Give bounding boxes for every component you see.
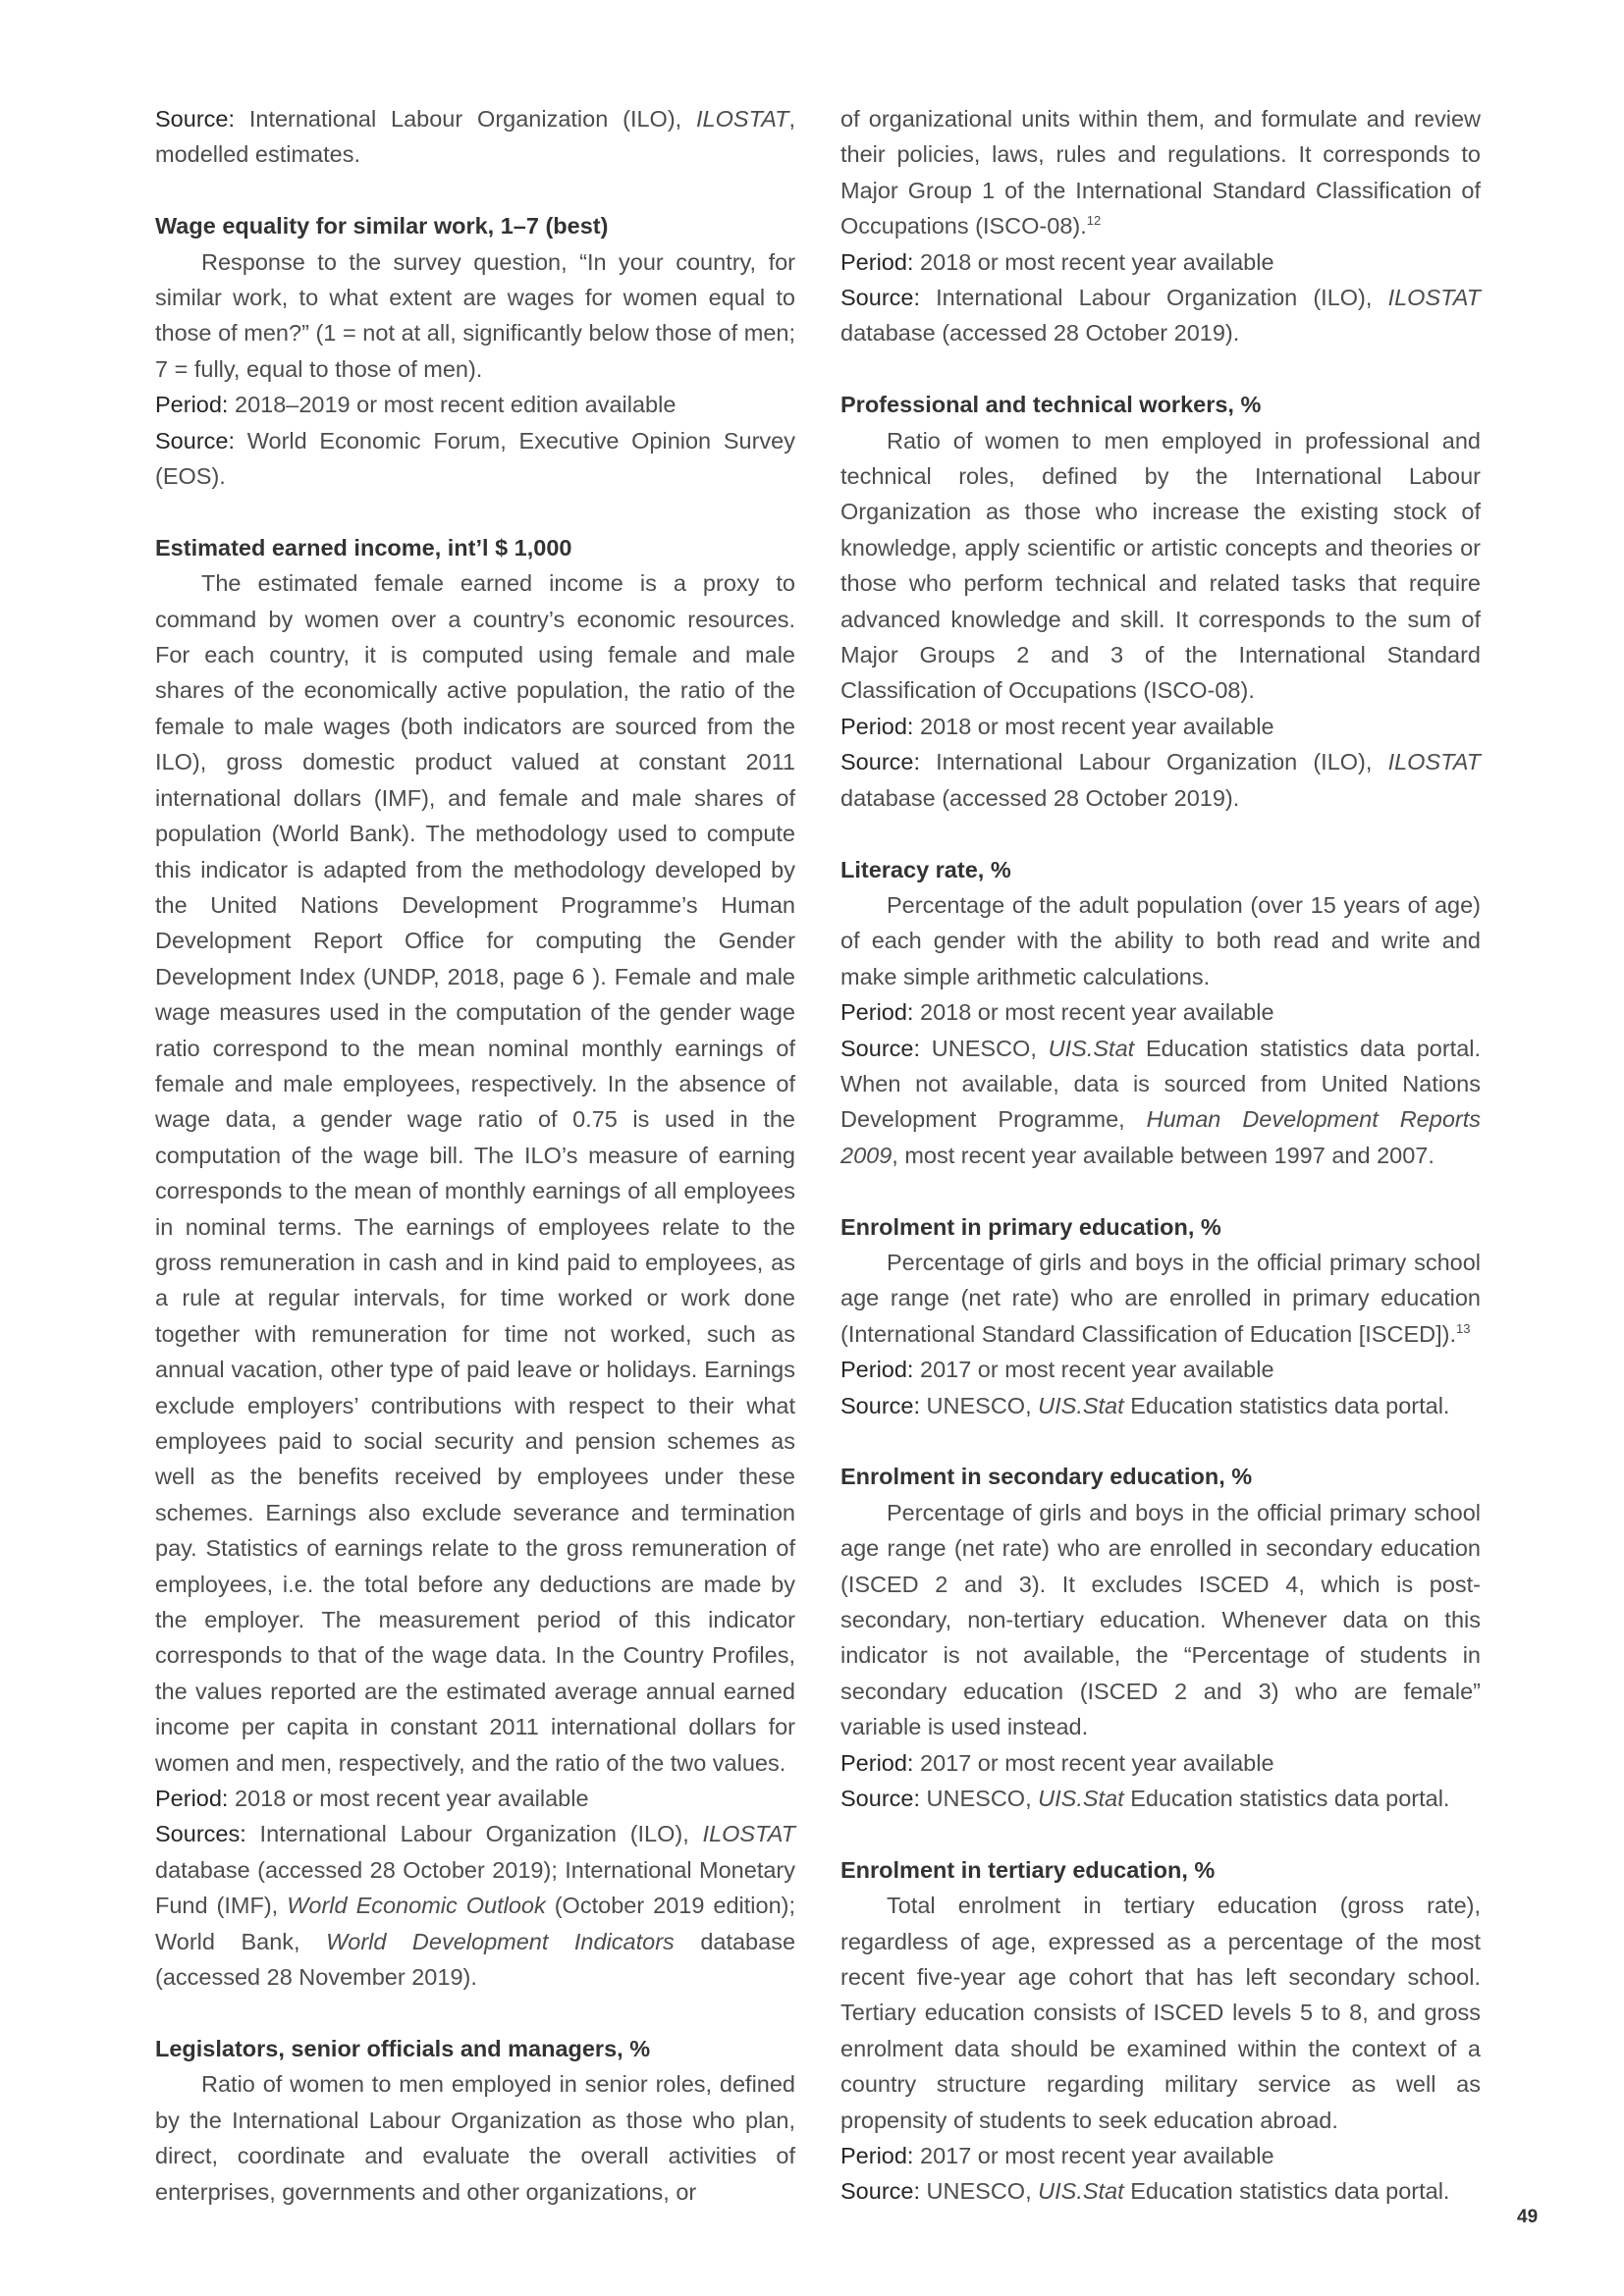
section-body: Ratio of women to men employed in professional and technical roles, defined by the International Labour Organization as those who increase the existing stock of knowledge, apply scientific or artistic concepts and theories or those who perform technical and related tasks that require advanced knowledge and skill. It corresponds to the sum of Major Groups 2 and 3 of the International Standard Classification of Occupations (ISCO-08). bbox=[840, 427, 1481, 704]
source-line: Source: International Labour Organization (ILO), ILOSTAT, modelled estimates. bbox=[155, 106, 796, 168]
page-number: 49 bbox=[1517, 2207, 1539, 2227]
source-line: Source: International Labour Organization (ILO), ILOSTAT database (accessed 28 October 2019). bbox=[840, 285, 1482, 347]
right-column bbox=[840, 101, 1481, 2210]
source-line: Source: International Labour Organization (ILO), ILOSTAT database (accessed 28 October 2019). bbox=[840, 749, 1482, 811]
period-line: Period: 2018 or most recent year available bbox=[840, 713, 1274, 739]
section-heading-professional: Professional and technical workers, % bbox=[840, 392, 1262, 418]
section-body-continued: of organizational units within them, and formulate and review their policies, laws, rules and regulations. It corresponds to Major Group 1 of the International Standard Classification of Occupations (ISCO-08).$^{12}$ bbox=[840, 106, 1481, 240]
section-heading-primary: Enrolment in primary education, % bbox=[840, 1213, 1221, 1240]
section-body: Percentage of the adult population (over 15 years of age) of each gender with the ability to both read and write and make simple arithmetic calculations. bbox=[840, 891, 1481, 989]
source-line: Sources: International Labour Organization (ILO), ILOSTAT database (accessed 28 October 2019); International Monetary Fund (IMF), World Economic Outlook (October 2019 edition); World Bank, World Development Indicators database (accessed 28 November 2019). bbox=[155, 1821, 796, 1991]
section-heading-wage-equality: Wage equality for similar work, 1–7 (best) bbox=[155, 213, 609, 240]
period-line: Period: 2017 or most recent year available bbox=[840, 1357, 1274, 1383]
section-body: Percentage of girls and boys in the official primary school age range (net rate) who are enrolled in primary education (International Standard Classification of Education [ISCED]).$^{13}$ bbox=[840, 1249, 1481, 1347]
section-heading-secondary: Enrolment in secondary education, % bbox=[840, 1464, 1253, 1490]
left-column bbox=[155, 101, 795, 2210]
period-line: Period: 2018–2019 or most recent edition available bbox=[155, 392, 677, 418]
period-line: Period: 2017 or most recent year available bbox=[840, 1749, 1274, 1776]
source-line: Source: World Economic Forum, Executive Opinion Survey (EOS). bbox=[155, 427, 796, 490]
period-line: Period: 2018 or most recent year available bbox=[840, 999, 1274, 1026]
period-line: Period: 2018 or most recent year available bbox=[155, 1786, 589, 1812]
section-body: Ratio of women to men employed in senior roles, defined by the International Labour Organization as those who plan, direct, coordinate and evaluate the overall activities of enterprises, governments and other organizations, or bbox=[155, 2071, 795, 2205]
section-body: The estimated female earned income is a proxy to command by women over a country’s economic resources. For each country, it is computed using female and male shares of the economically active population, the ratio of the female to male wages (both indicators are sourced from the ILO), gross domestic product valued at constant 2011 international dollars (IMF), and female and male shares of population (World Bank). The methodology used to compute this indicator is adapted from the methodology developed by the United Nations Development Programme’s Human Development Report Office for computing the Gender Development Index (UNDP, 2018, page 6 ). Female and male wage measures used in the computation of the gender wage ratio correspond to the mean nominal monthly earnings of female and male employees, respectively. In the absence of wage data, a gender wage ratio of 0.75 is used in the computation of the wage bill. The ILO’s measure of earning corresponds to the mean of monthly earnings of all employees in nominal terms. The earnings of employees relate to the gross remuneration in cash and in kind paid to employees, as a rule at regular intervals, for time worked or work done together with remuneration for time not worked, such as annual vacation, other type of paid leave or holidays. Earnings exclude employers’ contributions with respect to their what employees paid to social security and pension schemes as well as the benefits received by employees under these schemes. Earnings also exclude severance and termination pay. Statistics of earnings relate to the gross remuneration of employees, i.e. the total before any deductions are made by the employer. The measurement period of this indicator corresponds to that of the wage data. In the Country Profiles, the values reported are the estimated average annual earned income per capita in constant 2011 international dollars for women and men, respectively, and the ratio of the two values. bbox=[155, 570, 795, 1776]
source-line: Source: UNESCO, UIS.Stat Education statistics data portal. When not available, data is sourced from United Nations Development Programme, Human Development Reports 2009, most recent year available between 1997 and 2007. bbox=[840, 1035, 1482, 1168]
source-line: Source: UNESCO, UIS.Stat Education statistics data portal. bbox=[840, 1392, 1450, 1418]
section-body: Total enrolment in tertiary education (gross rate), regardless of age, expressed as a percentage of the most recent five-year age cohort that has left secondary school. Tertiary education consists of ISCED levels 5 to 8, and gross enrolment data should be examined within the context of a country structure regarding military service as well as propensity of students to seek education abroad. bbox=[840, 1893, 1481, 2133]
source-line: Source: UNESCO, UIS.Stat Education statistics data portal. bbox=[840, 2178, 1450, 2205]
section-heading-tertiary: Enrolment in tertiary education, % bbox=[840, 1856, 1216, 1883]
section-heading-legislators: Legislators, senior officials and managers, % bbox=[155, 2035, 651, 2061]
period-line: Period: 2017 or most recent year available bbox=[840, 2143, 1274, 2169]
source-line: Source: UNESCO, UIS.Stat Education statistics data portal. bbox=[840, 1786, 1450, 1812]
section-body: Percentage of girls and boys in the official primary school age range (net rate) who are enrolled in secondary education (ISCED 2 and 3). It excludes ISCED 4, which is post-secondary, non-tertiary education. Whenever data on this indicator is not available, the “Percentage of students in secondary education (ISCED 2 and 3) who are female” variable is used instead. bbox=[840, 1499, 1481, 1740]
section-heading-earned-income: Estimated earned income, int’l $ 1,000 bbox=[155, 534, 572, 561]
period-line: Period: 2018 or most recent year available bbox=[840, 248, 1274, 275]
section-body: Response to the survey question, “In your country, for similar work, to what extent are wages for women equal to those of men?” (1 = not at all, significantly below those of men; 7 = fully, equal to those of men). bbox=[155, 248, 795, 382]
section-heading-literacy: Literacy rate, % bbox=[840, 856, 1011, 882]
